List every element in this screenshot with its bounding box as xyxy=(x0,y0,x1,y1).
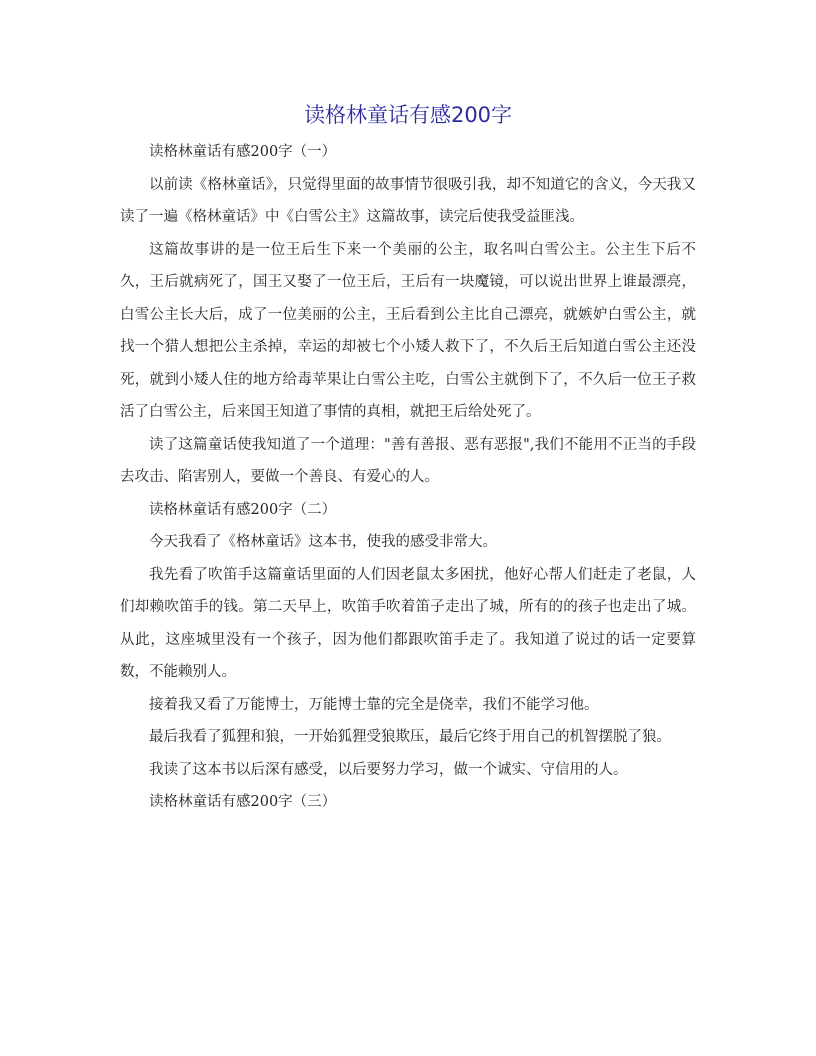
document-title: 读格林童话有感200字 xyxy=(303,103,513,127)
section-heading-1: 读格林童话有感200字（一） xyxy=(149,144,337,160)
paragraph: 以前读《格林童话》，只觉得里面的故事情节很吸引我，却不知道它的含义，今天我又读了一遍《格林童话》中《白雪公主》这篇故事，读完后使我受益匪浅。 xyxy=(120,176,696,225)
section-heading-3: 读格林童话有感200字（三） xyxy=(149,794,337,810)
paragraph: 读了这篇童话使我知道了一个道理："善有善报、恶有恶报",我们不能用不正当的手段去攻击、陷害别人，要做一个善良、有爱心的人。 xyxy=(120,436,696,485)
paragraph: 这篇故事讲的是一位王后生下来一个美丽的公主，取名叫白雪公主。公主生下后不久，王后就病死了，国王又娶了一位王后，王后有一块魔镜，可以说出世界上谁最漂亮，白雪公主长大后，成了一位美丽的公主，王后看到公主比自己漂亮，就嫉妒白雪公主，就找一个猎人想把公主杀掉，幸运的却被七个小矮人救下了，不久后王后知道白雪公主还没死，就到小矮人住的地方给毒苹果让白雪公主吃，白雪公主就倒下了，不久后一位王子救活了白雪公主，后来国王知道了事情的真相，就把王后给处死了。 xyxy=(120,241,696,420)
paragraph: 我先看了吹笛手这篇童话里面的人们因老鼠太多困扰，他好心帮人们赶走了老鼠，人们却赖吹笛手的钱。第二天早上，吹笛手吹着笛子走出了城，所有的的孩子也走出了城。从此，这座城里没有一个孩子，因为他们都跟吹笛手走了。我知道了说过的话一定要算数，不能赖别人。 xyxy=(120,566,696,680)
paragraph: 最后我看了狐狸和狼，一开始狐狸受狼欺压，最后它终于用自己的机智摆脱了狼。 xyxy=(149,729,671,745)
paragraph: 我读了这本书以后深有感受，以后要努力学习，做一个诚实、守信用的人。 xyxy=(149,761,628,778)
paragraph: 接着我又看了万能博士，万能博士靠的完全是侥幸，我们不能学习他。 xyxy=(149,696,599,713)
paragraph: 今天我看了《格林童话》这本书，使我的感受非常大。 xyxy=(149,534,497,550)
section-heading-2: 读格林童话有感200字（二） xyxy=(149,501,337,518)
document-body xyxy=(120,136,696,819)
